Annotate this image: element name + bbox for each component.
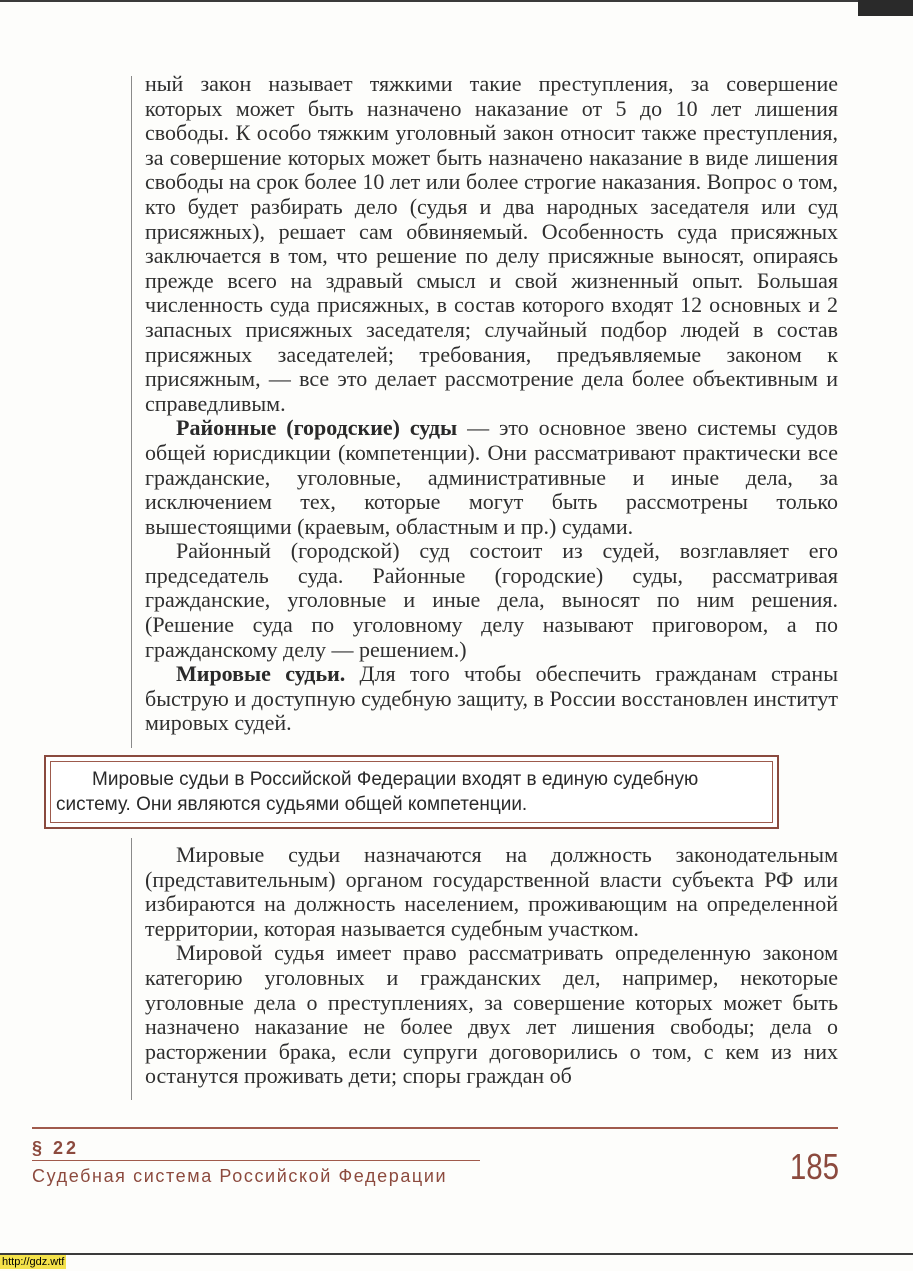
scan-corner-mark bbox=[858, 0, 913, 16]
term-justices-of-peace: Мировые судьи. bbox=[176, 661, 346, 687]
footer-section-number: § 22 bbox=[32, 1138, 80, 1158]
page-number: 185 bbox=[789, 1146, 839, 1187]
margin-rule-upper bbox=[131, 76, 132, 748]
bottom-border bbox=[0, 1253, 913, 1255]
paragraph-district-courts-text: — это основное звено системы судов общей юрисдикции (компетенции). Они рассматривают практически все гражданские, уголовные, административные и иные дела, за исключением тех, которые могут быть рассмотрены только вышестоящими (краевым, областным и пр.) судами. bbox=[145, 415, 838, 539]
paragraph-appointment: Мировые судьи назначаются на должность законодательным (представительным) органом государственной власти субъекта РФ или избираются на должность населением, проживающим на определенной территории, которая называется судебным участком. bbox=[145, 842, 838, 941]
paragraph-justices-of-peace-text: Для того чтобы обеспечить гражданам страны быструю и доступную судебную защиту, в России восстановлен институт мировых судей. bbox=[145, 661, 838, 736]
main-text-lower bbox=[145, 843, 838, 1089]
paragraph-district-court-structure: Районный (городской) суд состоит из судей, возглавляет его председатель суда. Районные (городские) суды, рассматривая гражданские, уголовные и иные дела, выносят по ним решения. (Решение суда по уголовному делу называют приговором, а по гражданскому делу — решением.) bbox=[145, 538, 838, 662]
term-district-courts: Районные (городские) суды bbox=[176, 415, 458, 441]
footer-chapter-title: Судебная система Российской Федерации bbox=[32, 1166, 448, 1186]
footer-rule bbox=[32, 1127, 838, 1129]
definition-callout bbox=[44, 755, 779, 829]
callout-text: Мировые судьи в Российской Федерации входят в единую судебную систему. Они являются судьями общей компетенции. bbox=[56, 769, 699, 815]
margin-rule-lower bbox=[131, 838, 132, 1100]
paragraph-heavy-crimes: ный закон называет тяжкими такие преступления, за совершение которых может быть назначено наказание от 5 до 10 лет лишения свободы. К особо тяжким уголовный закон относит также преступления, за совершение которых может быть назначено наказание в виде лишения свободы на срок более 10 лет или более строгие наказания. Вопрос о том, кто будет разбирать дело (судья и два народных заседателя или суд присяжных), решает сам обвиняемый. Особенность суда присяжных заключается в том, что решение по делу присяжные выносят, опираясь прежде всего на здравый смысл и свой жизненный опыт. Большая численность суда присяжных, в состав которого входят 12 основных и 2 запасных присяжных заседателя; случайный подбор людей в состав присяжных заседателей; требования, предъявляемые законом к присяжным, — все это делает рассмотрение дела более объективным и справедливым. bbox=[145, 71, 838, 416]
watermark-link[interactable]: http://gdz.wtf bbox=[2, 1256, 65, 1268]
footer-subrule bbox=[32, 1160, 480, 1161]
paragraph-jurisdiction: Мировой судья имеет право рассматривать определенную законом категорию уголовных и гражданских дел, например, некоторые уголовные дела о преступлениях, за совершение которых может быть назначено наказание не более двух лет лишения свободы; дела о расторжении брака, если супруги договорились о том, с кем из них останутся проживать дети; споры граждан об bbox=[145, 940, 838, 1089]
main-text-upper bbox=[145, 72, 838, 736]
paragraph-justices-of-peace bbox=[145, 662, 838, 736]
paragraph-district-courts bbox=[145, 416, 838, 539]
top-border bbox=[0, 0, 913, 2]
